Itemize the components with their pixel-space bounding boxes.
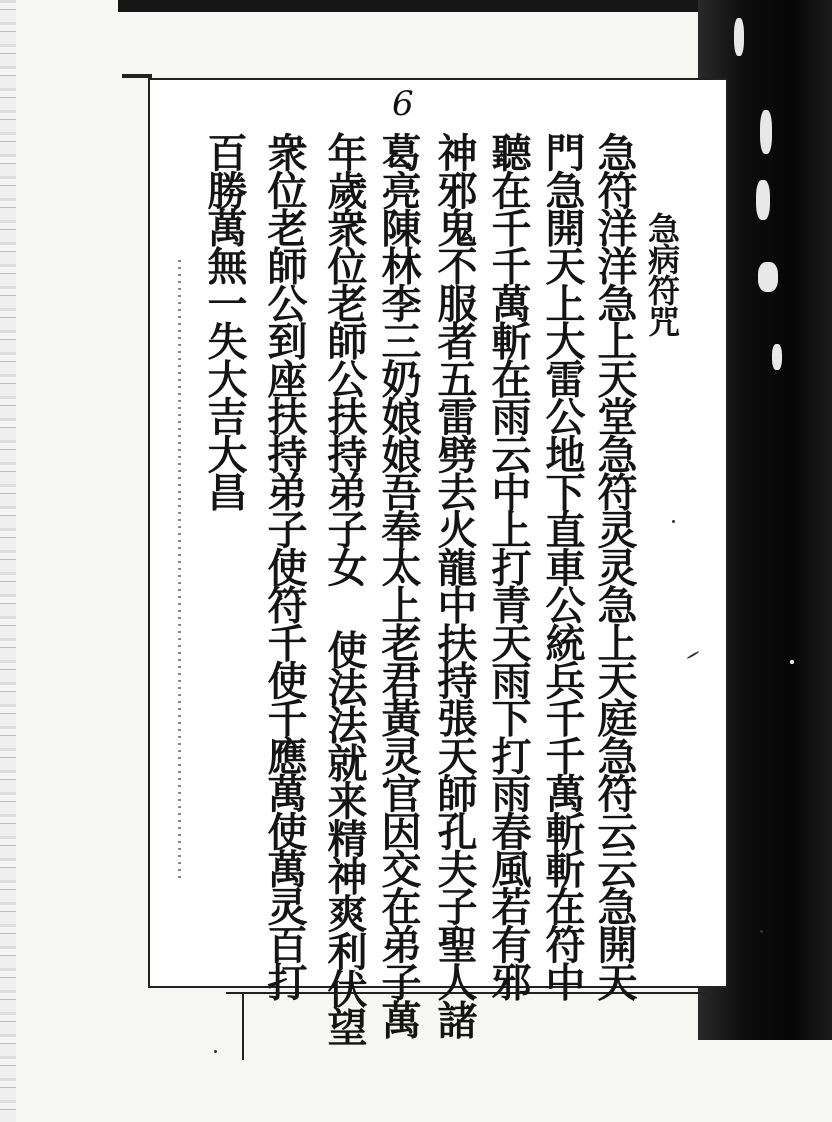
text-column-2: 門急開天上大雷公地下直車公統兵千千萬斬斬在符中: [539, 132, 586, 1000]
page-fold-line: [242, 994, 244, 1060]
talisman-title: 急病符咒: [643, 212, 681, 336]
text-column-5: 葛亮陳林李三奶娘娘吾奉太上老君黃灵官因交在弟子萬: [375, 132, 422, 1037]
text-column-1: 急符洋洋急上天堂急符灵灵急上天庭急符云云急開天: [591, 132, 638, 1000]
scan-shadow-top: [118, 0, 698, 12]
text-column-4: 神邪鬼不服者五雷劈去火龍中扶持張天師孔夫子聖人諸: [431, 132, 478, 1037]
ink-speck: [672, 520, 675, 523]
page-number: 6: [392, 84, 414, 124]
text-column-8: 百勝萬無一失大吉大昌: [201, 132, 248, 510]
ink-speck: [214, 1050, 217, 1053]
text-column-7: 衆位老師公到座扶持弟子使符千使千應萬使萬灵百打: [261, 132, 308, 1000]
text-column-6: 年歲衆位老師公扶持弟子女 使法法就来精神爽利伏望: [321, 132, 368, 1044]
margin-dotted-line: [178, 260, 181, 880]
ink-speck: [760, 930, 763, 933]
text-column-3: 聽在千千萬斬在雨云中上打青天雨下打雨春風若有邪: [485, 132, 532, 1000]
scan-edge-left: [0, 0, 16, 1122]
